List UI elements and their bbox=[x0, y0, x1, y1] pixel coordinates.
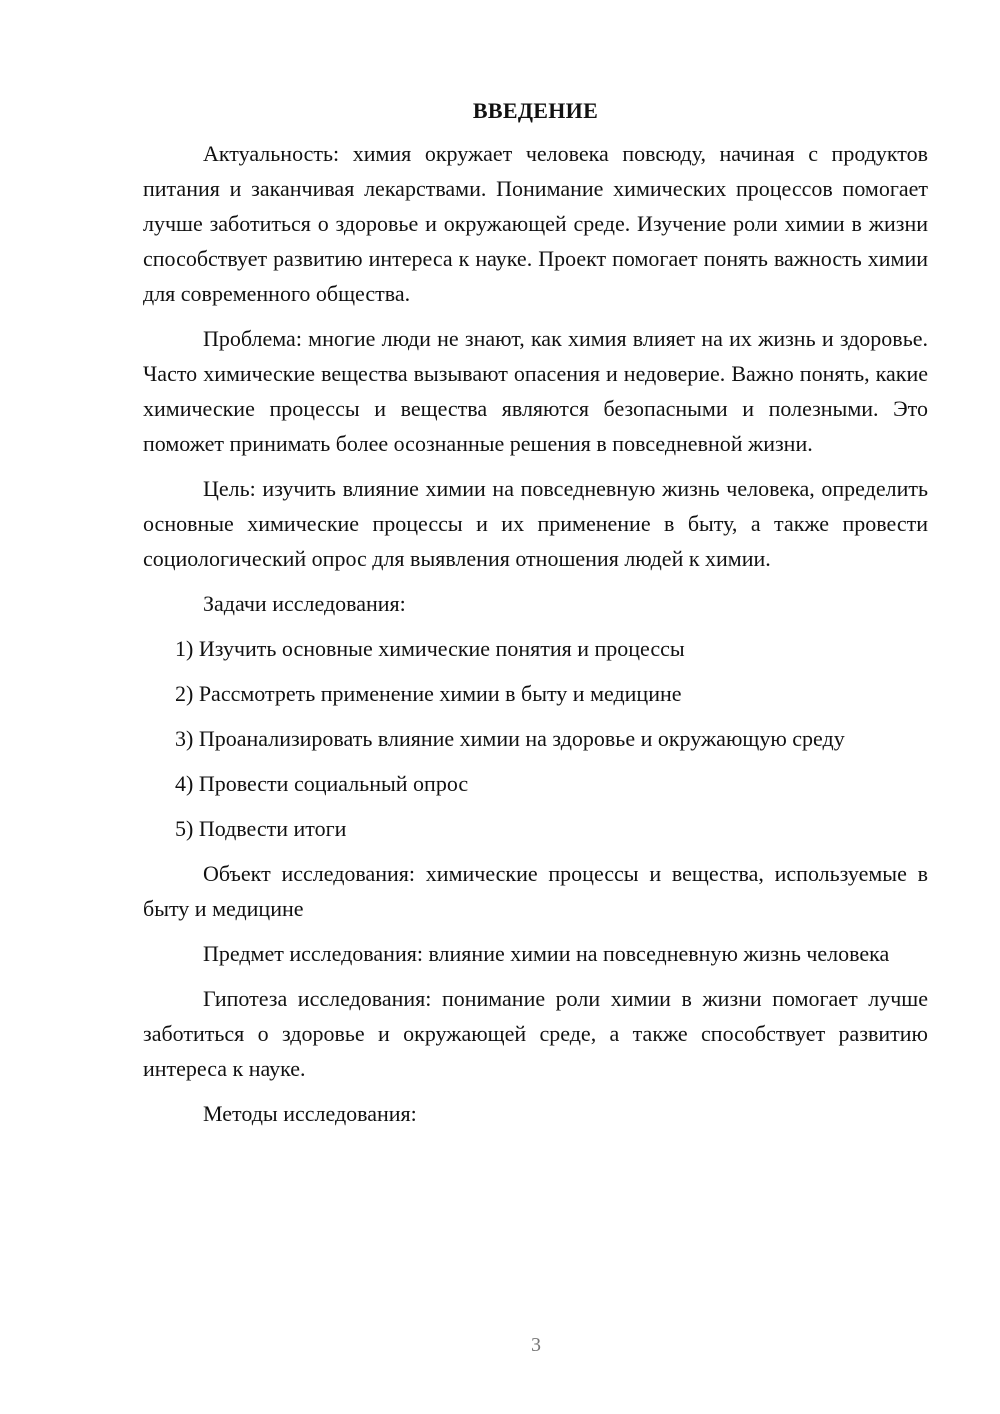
tasks-list bbox=[143, 631, 928, 846]
list-item: 1) Изучить основные химические понятия и процессы bbox=[175, 636, 685, 661]
hypothesis-paragraph: Гипотеза исследования: понимание роли химии в жизни помогает лучше заботиться о здоровье и окружающей среде, а также способствует развитию интереса к науке. bbox=[143, 986, 928, 1081]
list-item: 5) Подвести итоги bbox=[175, 816, 347, 841]
section-heading: ВВЕДЕНИЕ bbox=[472, 98, 599, 123]
relevance-paragraph: Актуальность: химия окружает человека повсюду, начиная с продуктов питания и заканчивая лекарствами. Понимание химических процессов помогает лучше заботиться о здоровье и окружающей среде. Изучение роли химии в жизни способствует развитию интереса к науке. Проект помогает понять важность химии для современного общества. bbox=[143, 141, 928, 306]
problem-paragraph: Проблема: многие люди не знают, как химия влияет на их жизнь и здоровье. Часто химические вещества вызывают опасения и недоверие. Важно понять, какие химические процессы и вещества являются безопасными и полезными. Это поможет принимать более осознанные решения в повседневной жизни. bbox=[143, 326, 928, 456]
list-item: 4) Провести социальный опрос bbox=[175, 771, 469, 796]
page-content bbox=[143, 96, 928, 1141]
subject-paragraph: Предмет исследования: влияние химии на повседневную жизнь человека bbox=[203, 941, 890, 966]
tasks-title: Задачи исследования: bbox=[203, 591, 406, 616]
methods-title: Методы исследования: bbox=[203, 1101, 417, 1126]
object-paragraph: Объект исследования: химические процессы и вещества, используемые в быту и медицине bbox=[143, 861, 928, 921]
page-number: 3 bbox=[531, 1334, 541, 1356]
list-item: 2) Рассмотреть применение химии в быту и медицине bbox=[175, 681, 682, 706]
goal-paragraph: Цель: изучить влияние химии на повседневную жизнь человека, определить основные химические процессы и их применение в быту, а также провести социологический опрос для выявления отношения людей к химии. bbox=[143, 476, 928, 571]
list-item: 3) Проанализировать влияние химии на здоровье и окружающую среду bbox=[175, 726, 845, 751]
